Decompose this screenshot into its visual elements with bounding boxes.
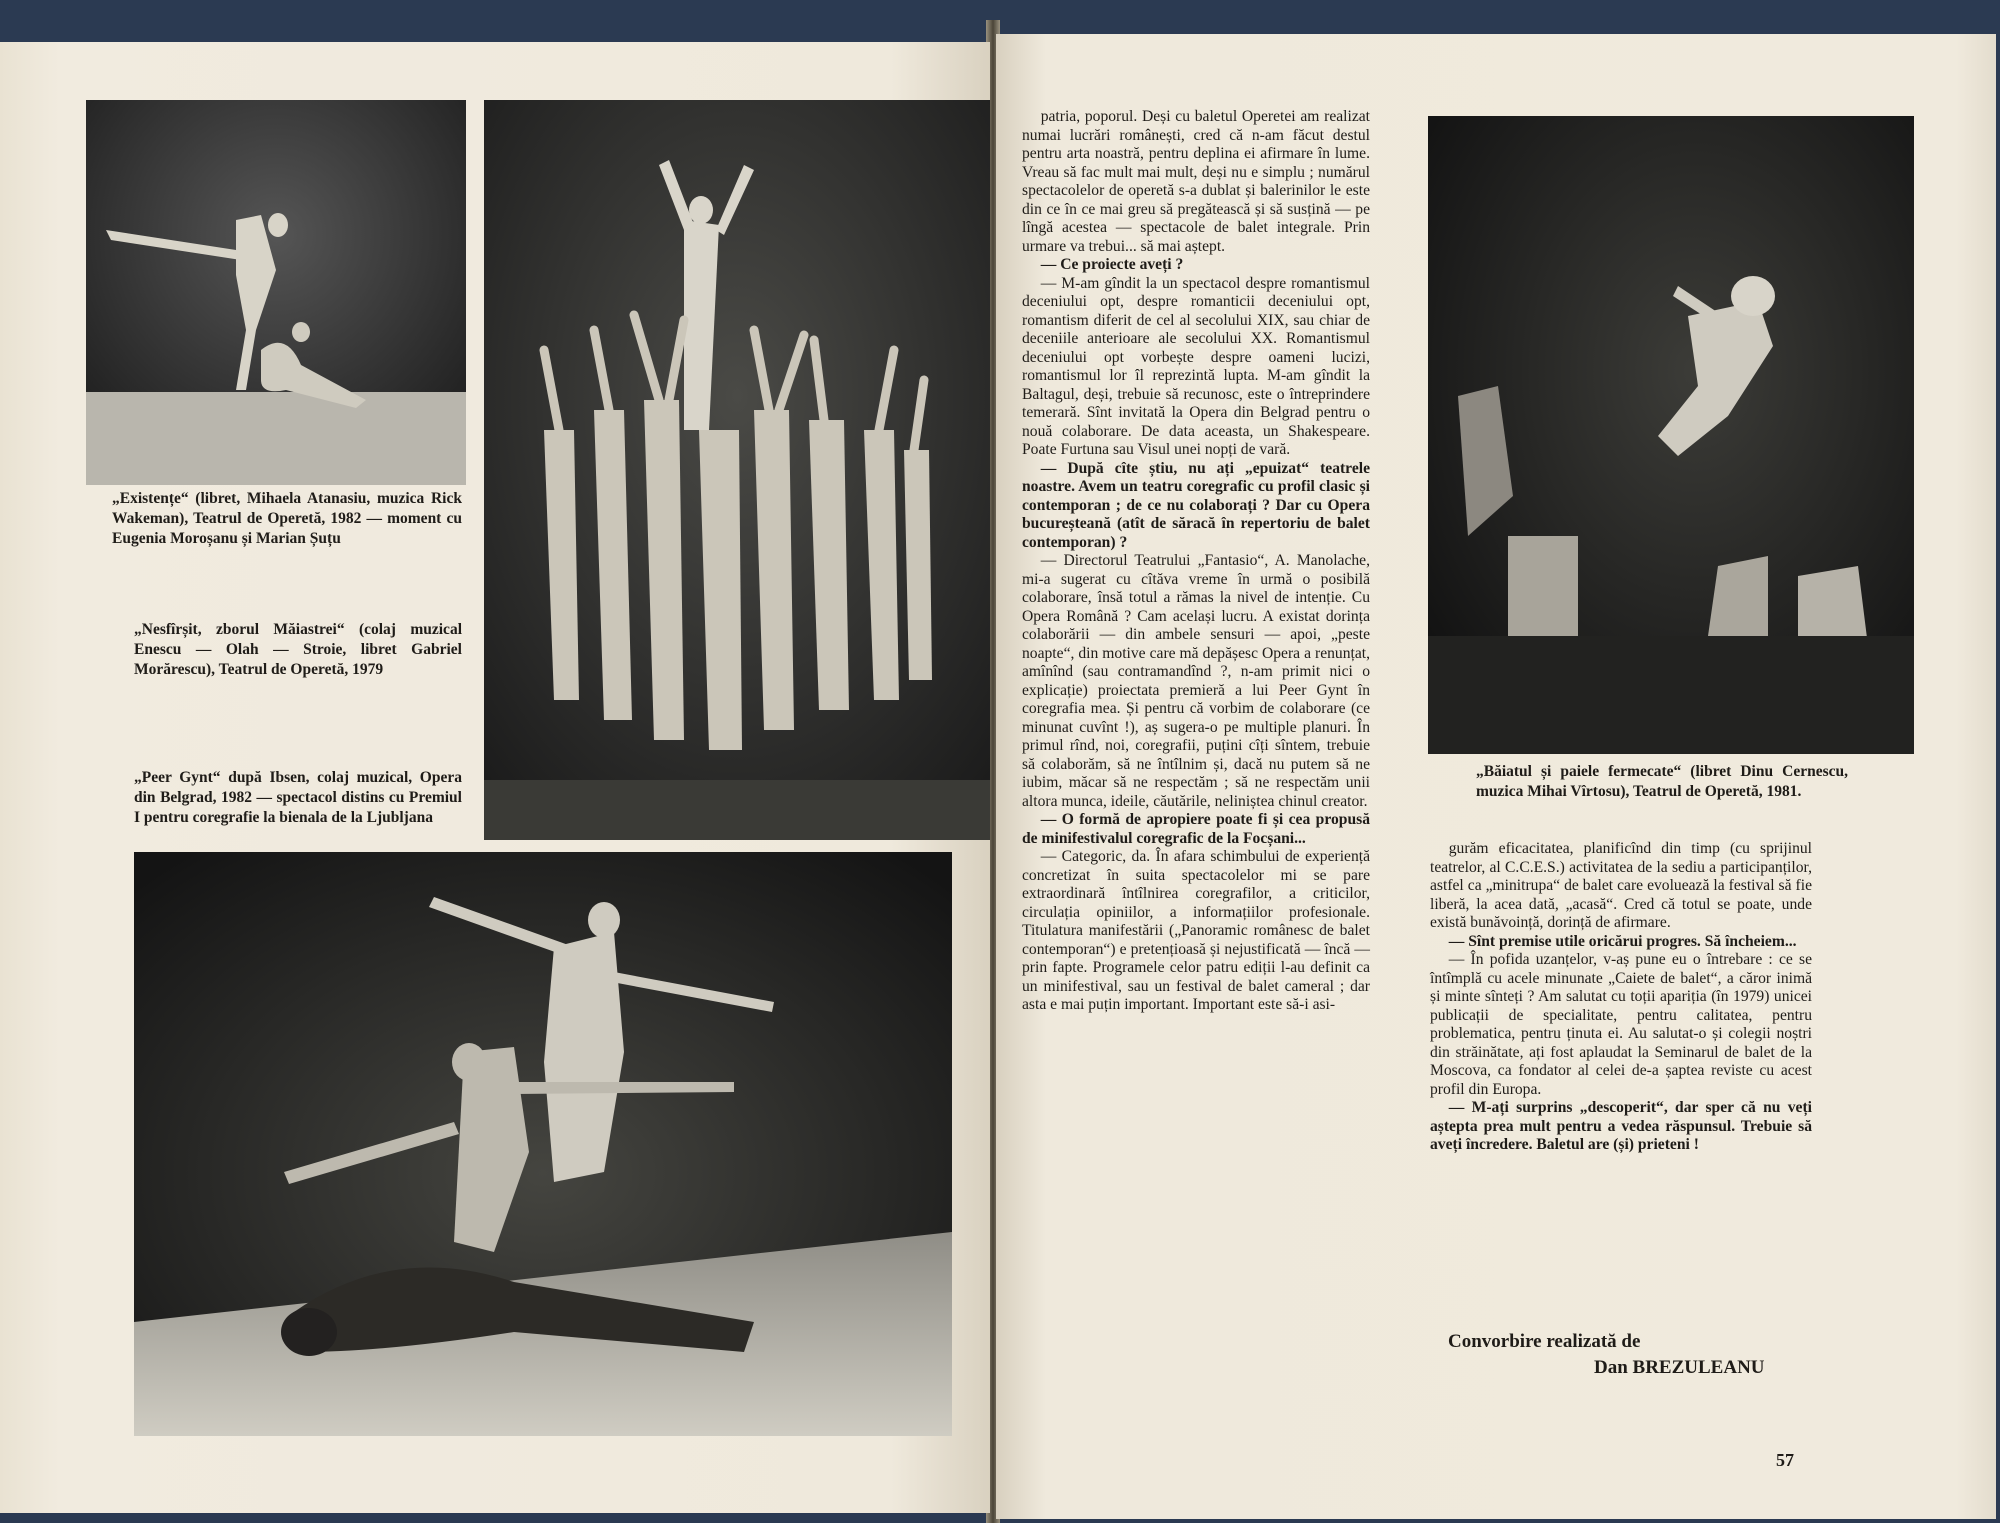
photo-baiatul [1428, 116, 1914, 754]
interview-credit-author: Dan BREZULEANU [1594, 1357, 1765, 1378]
caption-baiatul: „Băiatul și paiele fermecate“ (libret Dinu Cernescu, muzica Mihai Vîrtosu), Teatrul de Operetă, 1981. [1476, 763, 1848, 800]
interviewer-question: — După cîte știu, nu ați „epuizat“ teatrele noastre. Avem un teatru coregrafic cu profil clasic și contemporan ; de ce nu colaborați ? Dar cu Opera bucureșteană (atît de săracă în repertoriu de balet contemporan) ? [1022, 459, 1370, 551]
caption-existente: „Existențe“ (libret, Mihaela Atanasiu, muzica Rick Wakeman), Teatrul de Operetă, 1982 — moment cu Eugenia Moroșanu și Marian Șuțu [112, 490, 462, 547]
paragraph: — În pofida uzanțelor, v-aș pune eu o întrebare : ce se întîmplă cu acele minunate „Caiete de balet“, a căror inimă și minte sînteți ? Am salutat cu toții apariția (în 1979) unicei publicații de specialitate, pentru calitatea, pentru problematica, pentru ținuta ei. Au salutat-o și colegii noștri din străinătate, ați fost aplaudat la Seminarul de balet de la Moscova, ca fondator al celei de-a șaptea reviste cu acest profil din Europa. [1430, 951, 1812, 1098]
caption-peer-gynt: „Peer Gynt“ după Ibsen, colaj muzical, Opera din Belgrad, 1982 — spectacol distins cu Premiul I pentru coregrafie la bienala de la Ljubljana [134, 769, 462, 826]
interviewer-question: — Sînt premise utile oricărui progres. Să încheiem... [1448, 932, 1797, 950]
left-page [0, 42, 990, 1513]
photo-existente [86, 100, 466, 485]
paragraph: — Directorul Teatrului „Fantasio“, A. Manolache, mi-a sugerat cu cîtăva vreme în urmă o posibilă colaborare, însă totul a rămas la nivel de intenție. Cu Opera Română ? Cam același lucru. A existat dorința colaborării — din ambele sensuri — apoi, „peste noapte“, din motive care mă depășesc Opera a renunțat, amînînd (sau contramandînd ?, n-am primit nici o explicație) proiectata premieră a lui Peer Gynt în coregrafia mea. Și pentru că vorbim de colaborare (ce minunat cuvînt !), aș sugera-o pe multiple planuri. În primul rînd, noi, coregrafii, puțini cîți sîntem, trebuie să colaborăm, să ne întîlnim și, dacă nu putem să ne iubim, măcar să ne respectăm ; să ne respectăm unii altora munca, ideile, căutările, neliniștea chinul creator. [1022, 552, 1370, 810]
interview-column-1 [1022, 108, 1370, 1015]
paragraph: — M-am gîndit la un spectacol despre romantismul deceniului opt, despre romanticii deceniului opt, romantism diferit de cel al secolului XIX, sau chiar de deceniile anterioare ale secolului XX. Romantismul deceniului opt vorbește despre oameni lucizi, romantismul lor îl reprezintă lupta. M-am gîndit la Baltagul, deși, trebuie să recunosc, este o întreprindere temerară. Sînt invitată la Opera din Belgrad pentru o nouă colaborare. De data aceasta, un Shakespeare. Poate Furtuna sau Visul unei nopți de vară. [1022, 274, 1370, 458]
paragraph: gurăm eficacitatea, planificînd din timp (cu sprijinul teatrelor, al C.C.E.S.) activitatea de la sediu a participanților, astfel ca „minitrupa“ de balet care evoluează la festival să fie liberă, la acea dată, „acasă“. Cred că totul se poate, unde există bunăvoință, dorință de afirmare. [1430, 840, 1812, 931]
interview-column-2 [1430, 840, 1812, 1155]
paragraph: patria, poporul. Deși cu baletul Operetei am realizat numai lucrări românești, cred că n-am făcut destul pentru arta noastră, pentru deplina ei afirmare în lume. Vreau să fac mult mai mult, deși nu e simplu ; numărul spectacolelor de operetă s-a dublat și balerinilor le este din ce în ce mai greu să pregătească și să susțină — pe lîngă acestea — spectacole de balet integrale. Prin urmare va trebui... să mai aștept. [1022, 108, 1370, 255]
interview-credit-line1: Convorbire realizată de [1448, 1331, 1641, 1352]
photo-nesfirsit [484, 100, 990, 840]
paragraph: — Categoric, da. În afara schimbului de experiență concretizat în suita spectacolelor mi se pare extraordinară întîlnirea coregrafilor, a criticilor, circulația opiniilor, a informațiilor profesionale. Titulatura manifestării („Panoramic românesc de balet contemporan“) e pretențioasă și nejustificată — încă — prin fapte. Programele celor patru ediții l-au definit ca un minifestival, sau un festival de balet cameral ; dar asta e mai puțin important. Important este să-i asi- [1022, 848, 1370, 1013]
interviewer-question: — Ce proiecte aveți ? [1040, 256, 1184, 273]
photo-peer-gynt [134, 852, 952, 1436]
interviewer-question: — M-ați surprins „descoperit“, dar sper că nu veți aștepta prea mult pentru a vedea răspunsul. Trebuie să aveți încredere. Baletul are (și) prieteni ! [1430, 1099, 1812, 1153]
interviewer-question: — O formă de apropiere poate fi și cea propusă de minifestivalul coregrafic de la Focșani... [1022, 811, 1370, 847]
page-number: 57 [1776, 1450, 1794, 1470]
caption-nesfirsit: „Nesfîrșit, zborul Măiastrei“ (colaj muzical Enescu — Olah — Stroie, libret Gabriel Morărescu), Teatrul de Operetă, 1979 [134, 621, 462, 678]
right-page [996, 34, 1996, 1519]
